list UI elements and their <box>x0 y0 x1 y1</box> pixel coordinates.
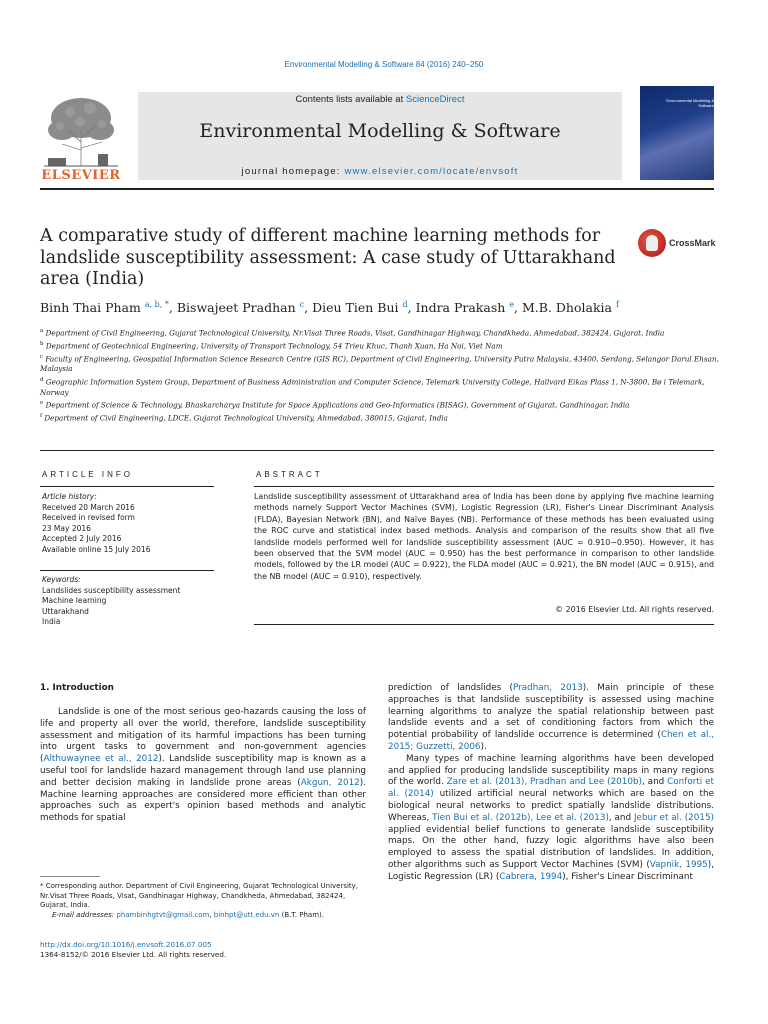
affiliation-text: Department of Science & Technology, Bhaskarcharya Institute for Space Applications and Geo-Informatics (BISAG), Government of Gujarat, Gandhinagar, India <box>45 400 630 410</box>
email-link[interactable]: phambinhgtvt@gmail.com <box>116 910 210 919</box>
history-entry: Accepted 2 July 2016 <box>42 534 122 544</box>
body-paragraph <box>388 754 714 884</box>
text-run: ). Landslide susceptibility map is known as a useful tool for landslide hazard management through land use planning and better decision making in landslide prone areas ( <box>40 754 366 788</box>
affiliation-key: d <box>40 376 44 383</box>
elsevier-wordmark: ELSEVIER <box>41 168 121 183</box>
email-link[interactable]: binhpt@utt.edu.vn <box>213 910 280 919</box>
journal-homepage <box>138 166 622 177</box>
email-suffix: (B.T. Pham). <box>279 910 324 919</box>
keyword: India <box>42 617 61 627</box>
history-label: Article history: <box>42 492 97 501</box>
abstract-bottom-rule <box>254 624 714 625</box>
header-rule <box>40 188 714 190</box>
citation-link[interactable]: Cabrera, 1994 <box>499 871 563 882</box>
body-paragraph <box>40 707 366 825</box>
body-right-column <box>388 683 714 884</box>
author-affil-link[interactable]: d <box>402 300 408 309</box>
citation-link[interactable]: Zare et al. (2013), Pradhan and Lee (2010b) <box>446 777 642 788</box>
citation-link[interactable]: Tien Bui et al. (2012b), Lee et al. (2013) <box>432 812 609 823</box>
affiliation-text: Geographic Information System Group, Department of Business Administration and Computer Science, Telemark University College, Hallvard Eikas Plass 1, N-3800, Bø i Telemark, Norway <box>40 377 705 397</box>
corresponding-author-note: * Corresponding author. Department of Civil Engineering, Gujarat Technological University, Nr.Visat Three Roads, Visat, Gandhinagar Highway, Chandkheda, Ahmedabad, 382424, Gujarat, India. <box>40 882 359 910</box>
text-run: ). Machine learning approaches are considered more efficient than other approaches such as expert's opinion based methods and analytic methods for spatial <box>40 777 366 824</box>
affiliation-key: b <box>40 340 44 347</box>
article-info-heading: ARTICLE INFO <box>42 470 133 479</box>
citation-link[interactable]: Akgun, 2012 <box>300 777 360 788</box>
doi-link[interactable]: http://dx.doi.org/10.1016/j.envsoft.2016.07.005 <box>40 940 212 949</box>
citation-link[interactable]: Althuwaynee et al., 2012 <box>43 754 159 765</box>
homepage-prefix: journal homepage: <box>241 166 345 177</box>
crossmark-icon-inner <box>646 235 658 251</box>
abstract-copyright: © 2016 Elsevier Ltd. All rights reserved. <box>555 605 714 614</box>
keyword: Landslides susceptibility assessment <box>42 585 181 595</box>
text-run: , and <box>608 812 634 823</box>
text-run: Landslide is one of the most serious geo-hazards causing the loss of life and property all over the world, therefore, landslide susceptibility assessment and mitigation of its harmful impactions has been turning into urgent tasks to government and non-government agencies ( <box>40 707 366 765</box>
author-list: Binh Thai Pham $^{a, b, *}$, Biswajeet Pradhan $^c$, Dieu Tien Bui $^d$, Indra Prakash $^e$, M.B. Dholakia $^f$ <box>40 300 619 316</box>
affiliation-key: f <box>40 412 43 419</box>
text-run: , and <box>641 777 668 788</box>
affiliation-text: Department of Civil Engineering, Gujarat Technological University, Nr.Visat Three Roads, Visat, Gandhinagar Highway, Chandkheda, Ahmedabad, 382424, Gujarat, India <box>45 328 665 338</box>
keywords <box>42 575 214 628</box>
text-run: prediction of landslides ( <box>388 683 513 693</box>
text-run: ). Main principle of these approaches is that landslide susceptibility is assessed using machine learning algorithms to analyze the spatial relationship between past landslide events and a set of conditioning factors from which the potential probability of landslide occurrence is determined ( <box>388 683 715 741</box>
keyword: Machine learning <box>42 596 107 606</box>
abstract-text: Landslide susceptibility assessment of Uttarakhand area of India has been done by applying five machine learning methods namely Support Vector Machines (SVM), Logistic Regression (LR), Fisher's Linear Discriminant Analysis (FLDA), Bayesian Network (BN), and Naïve Bayes (NB). Performance of these methods has been evaluated using the ROC curve and statistical index based methods. Analysis and comparison of the results show that all five landslide models performed well for landslide susceptibility assessment (AUC = 0.910−0.950). However, it has been observed that the SVM model (AUC = 0.950) has the best performance in comparison to other landslide models, followed by the LR model (AUC = 0.922), the FLDA model (AUC = 0.921), the BN model (AUC = 0.915), and the NB model (AUC = 0.910), respectively. <box>254 492 714 581</box>
text-run: Many types of machine learning algorithms have been developed and applied for producing landslide susceptibility maps in many regions of the world. <box>388 753 714 788</box>
author-name: Indra Prakash <box>415 300 506 316</box>
text-run: ), Logistic Regression (LR) ( <box>388 859 715 882</box>
keywords-rule <box>40 570 214 571</box>
citation-link[interactable]: Conforti et al. (2014) <box>388 777 714 800</box>
elsevier-tree-logo <box>40 92 122 180</box>
crossmark-label[interactable]: CrossMark <box>669 238 716 248</box>
affiliation <box>40 339 730 352</box>
history-entry: Received 20 March 2016 <box>42 502 135 512</box>
paper-title: A comparative study of different machine learning methods for landslide susceptibility assessment: A case study of Uttarakhand area (India) <box>40 226 616 289</box>
abstract-heading: ABSTRACT <box>256 470 323 479</box>
author-affil-link[interactable]: c <box>299 300 305 309</box>
text-run: applied evidential belief functions to generate landslide susceptibility maps. On the other hand, fuzzy logic algorithms have also been employed to assess the spatial distribution of landslides. In addition, other algorithms such as Support Vector Machines (SVM) ( <box>388 824 714 870</box>
contents-prefix: Contents lists available at <box>295 94 406 105</box>
affiliation-key: c <box>40 353 44 360</box>
title-block-rule <box>40 450 714 451</box>
text-run: ), Fisher's Linear Discriminant <box>562 871 693 882</box>
body-paragraph <box>388 683 714 754</box>
text-run: ). <box>480 741 487 752</box>
journal-title: Environmental Modelling & Software <box>199 120 561 142</box>
cover-title: Environmental Modelling & Software <box>666 98 714 108</box>
keywords-label: Keywords: <box>42 575 81 584</box>
section-title: 1. Introduction <box>40 683 114 693</box>
citation-link[interactable]: Chen et al., 2015; Guzzetti, 2006 <box>388 730 714 752</box>
author-name: Dieu Tien Bui <box>312 300 399 316</box>
affiliation <box>40 375 730 398</box>
text-run: utilized artificial neural networks which are based on the biological neural networks to predict spatially landslide distributions. Whereas, <box>388 789 714 823</box>
footnote-rule <box>40 876 100 877</box>
abstract-rule <box>254 486 714 487</box>
author-name: Binh Thai Pham <box>40 300 141 316</box>
author-affil-link[interactable]: f <box>615 300 619 309</box>
article-history <box>42 492 214 556</box>
author-affil-link[interactable]: e <box>509 300 515 309</box>
issn-line: 1364-8152/© 2016 Elsevier Ltd. All rights reserved. <box>40 950 227 959</box>
affiliation <box>40 398 730 411</box>
author-name: Biswajeet Pradhan <box>176 300 296 316</box>
journal-citation[interactable]: Environmental Modelling & Software 84 (2016) 240–250 <box>284 60 484 69</box>
citation-link[interactable]: Vapnik, 1995 <box>649 859 708 870</box>
email-separator: , <box>209 910 214 919</box>
contents-line <box>138 94 622 105</box>
affiliation <box>40 352 730 375</box>
citation-link[interactable]: Pradhan, 2013 <box>512 683 583 693</box>
sciencedirect-link[interactable]: ScienceDirect <box>405 94 465 105</box>
history-entry: Available online 15 July 2016 <box>42 544 151 554</box>
affiliation <box>40 411 730 424</box>
author-name: M.B. Dholakia <box>521 300 612 316</box>
affiliation-key: a <box>40 328 44 334</box>
affiliation <box>40 326 730 339</box>
affiliation-text: Department of Civil Engineering, LDCE, Gujarat Technological University, Ahmedabad, 380015, Gujarat, India <box>44 413 448 423</box>
article-info-rule <box>40 486 214 487</box>
affiliation-text: Faculty of Engineering, Geospatial Information Science Research Centre (GIS RC), Department of Civil Engineering, University Putra Malaysia, 43400, Serdang, Selangor Darul Ehsan, Malaysia <box>40 353 719 374</box>
author-affil-link[interactable]: a, b, * <box>144 300 169 309</box>
affiliations <box>40 326 730 424</box>
affiliation-text: Department of Geotechnical Engineering, University of Transport Technology, 54 Trieu Khuc, Thanh Xuan, Ha Noi, Viet Nam <box>45 341 503 351</box>
citation-link[interactable]: Jebur et al. (2015) <box>633 812 714 823</box>
homepage-link[interactable]: www.elsevier.com/locate/envsoft <box>344 166 519 177</box>
footnote <box>40 882 366 920</box>
doi-block <box>40 940 370 960</box>
email-label: E-mail addresses: <box>52 910 117 919</box>
keyword: Uttarakhand <box>42 606 89 616</box>
history-entry: 23 May 2016 <box>42 523 91 533</box>
email-line <box>40 911 366 921</box>
body-left-column <box>40 707 366 825</box>
history-entry: Received in revised form <box>42 513 135 523</box>
affiliation-key: e <box>40 400 44 406</box>
